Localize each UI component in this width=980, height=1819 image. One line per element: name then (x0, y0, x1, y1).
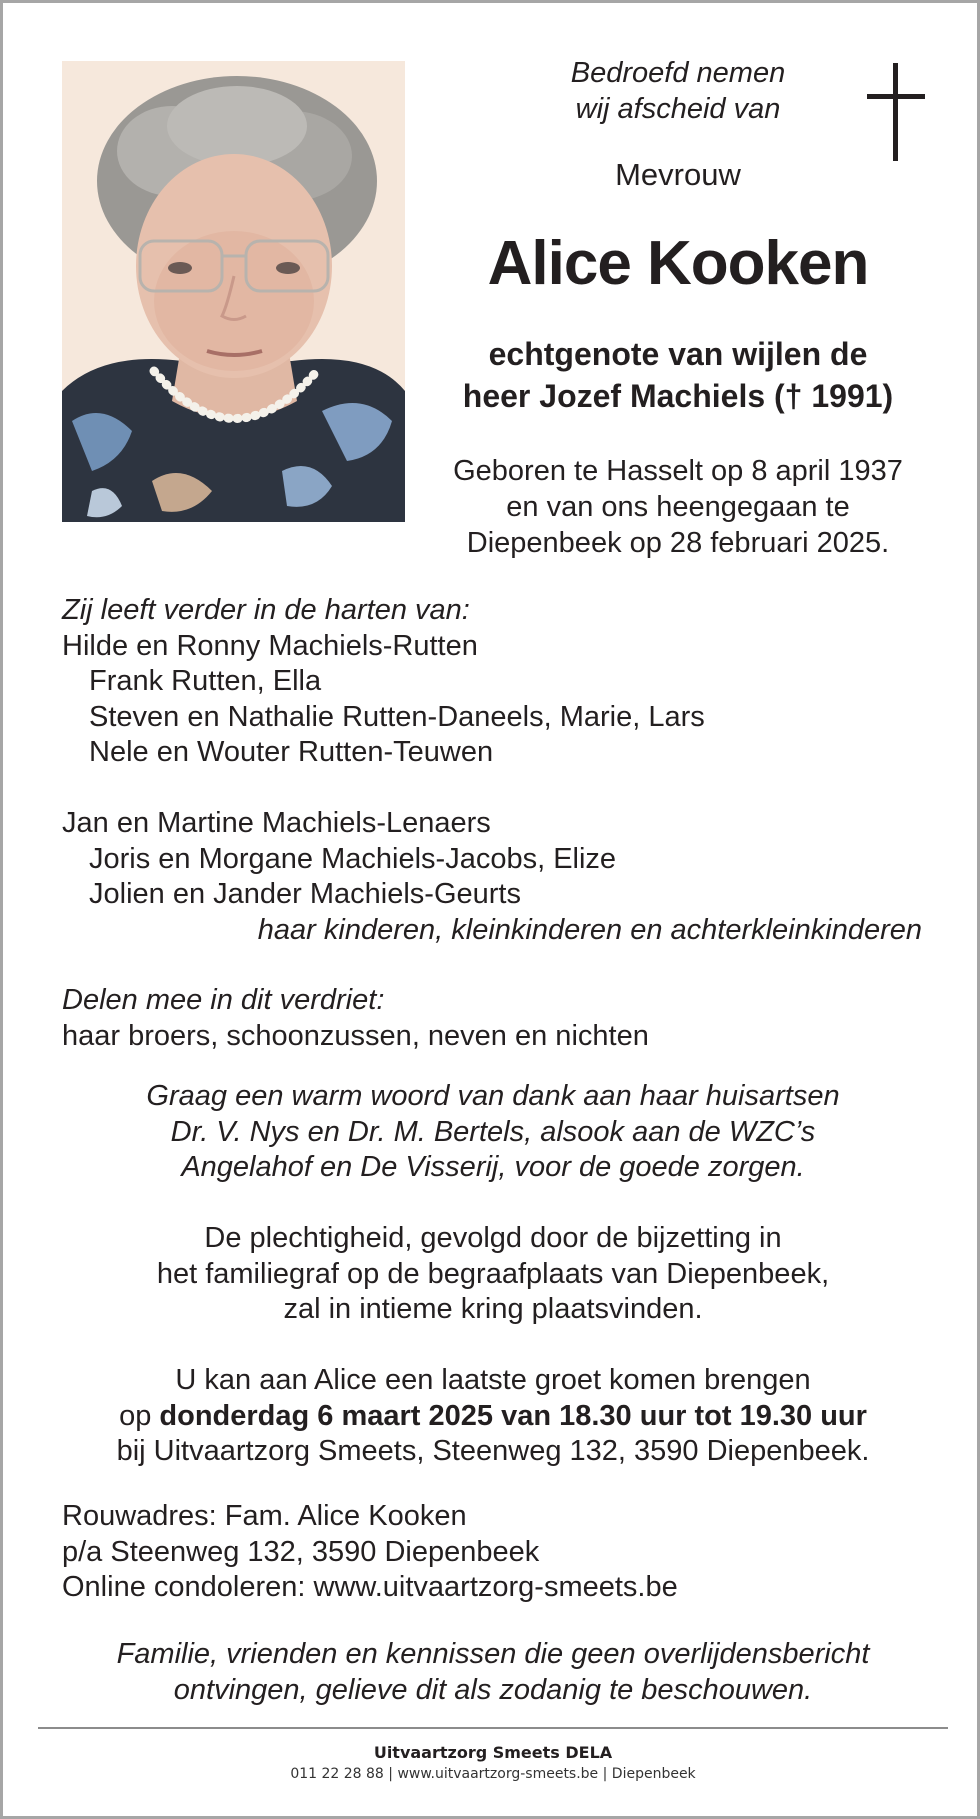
family-line: Joris en Morgane Machiels-Jacobs, Elize (89, 842, 617, 875)
address-section (62, 1499, 942, 1606)
cross-icon (867, 63, 925, 161)
thanks-line: Angelahof en De Visserij, voor de goede zorgen. (181, 1151, 805, 1183)
visit-prefix: op (119, 1399, 160, 1432)
family-line: Jan en Martine Machiels-Lenaers (62, 807, 491, 839)
salutation: Mevrouw (615, 157, 741, 192)
intro-line: wij afscheid van (575, 93, 781, 125)
funeral-home-name: Uitvaartzorg Smeets DELA (373, 1743, 613, 1762)
family-line: Jolien en Jander Machiels-Geurts (89, 878, 521, 910)
family-relation: haar kinderen, kleinkinderen en achterkleinkinderen (257, 913, 922, 946)
family-section (62, 593, 942, 771)
ceremony-line: het familiegraf op de begraafplaats van Diepenbeek, (156, 1257, 830, 1290)
share-section (62, 983, 942, 1054)
notice-line: ontvingen, gelieve dit als zodanig te beschouwen. (173, 1673, 813, 1706)
birth-line: en van ons heengegaan te (506, 491, 850, 523)
family-line: Frank Rutten, Ella (89, 665, 322, 697)
notice-section (43, 1637, 943, 1708)
deceased-name: Alice Kooken (487, 229, 869, 298)
ceremony-line: De plechtigheid, gevolgd door de bijzetting in (204, 1222, 782, 1254)
ceremony-line: zal in intieme kring plaatsvinden. (283, 1293, 703, 1325)
intro-text (503, 55, 853, 127)
spouse-line: echtgenote van wijlen de (488, 336, 868, 372)
portrait-photo (62, 61, 405, 522)
family-line: Nele en Wouter Rutten-Teuwen (89, 736, 494, 768)
share-text: haar broers, schoonzussen, neven en nichten (62, 1019, 649, 1052)
notice-line: Familie, vrienden en kennissen die geen overlijdensbericht (116, 1638, 870, 1670)
footer-divider (38, 1727, 948, 1729)
visit-line: U kan aan Alice een laatste groet komen brengen (175, 1364, 811, 1396)
intro-line: Bedroefd nemen (570, 57, 786, 89)
family-line: Steven en Nathalie Rutten-Daneels, Marie, Lars (89, 700, 705, 733)
thanks-section (43, 1079, 943, 1186)
visit-datetime: donderdag 6 maart 2025 van 18.30 uur tot 19.30 uur (159, 1399, 867, 1432)
birth-line: Diepenbeek op 28 februari 2025. (466, 527, 890, 559)
share-heading: Delen mee in dit verdriet: (62, 984, 385, 1016)
family-section-2 (62, 806, 942, 948)
family-line: Hilde en Ronny Machiels-Rutten (62, 629, 478, 662)
address-line: Rouwadres: Fam. Alice Kooken (62, 1500, 467, 1532)
ceremony-section (43, 1221, 943, 1328)
thanks-line: Dr. V. Nys en Dr. M. Bertels, alsook aan de WZC’s (170, 1115, 816, 1148)
visit-line: bij Uitvaartzorg Smeets, Steenweg 132, 3590 Diepenbeek. (116, 1435, 870, 1467)
condolence-link: Online condoleren: www.uitvaartzorg-smeets.be (62, 1571, 678, 1603)
spouse-line: heer Jozef Machiels († 1991) (462, 378, 894, 414)
birth-death-text (418, 453, 938, 561)
birth-line: Geboren te Hasselt op 8 april 1937 (453, 455, 903, 487)
family-heading: Zij leeft verder in de harten van: (62, 594, 470, 626)
address-line: p/a Steenweg 132, 3590 Diepenbeek (62, 1535, 540, 1568)
thanks-line: Graag een warm woord van dank aan haar huisartsen (146, 1080, 840, 1112)
funeral-home-contact: 011 22 28 88 | www.uitvaartzorg-smeets.be | Diepenbeek (290, 1766, 696, 1782)
visit-datetime-line (43, 1399, 943, 1435)
spouse-text (418, 333, 938, 417)
visit-section (43, 1363, 943, 1470)
